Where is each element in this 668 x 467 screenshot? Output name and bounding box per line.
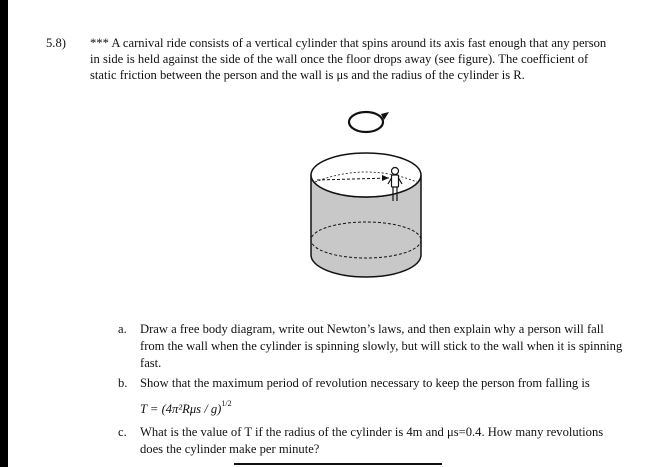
cylinder-top-rim [311, 153, 421, 197]
part-a-text [140, 321, 668, 372]
intro-line-3: static friction between the person and the wall is μs and the radius of the cylinder is R. [90, 68, 525, 82]
part-a-line-1: Draw a free body diagram, write out Newton’s laws, and then explain why a person will fall [140, 322, 604, 336]
problem-statement [90, 35, 662, 83]
part-c-line-2: does the cylinder make per minute? [140, 442, 320, 456]
worksheet-page [8, 0, 668, 467]
part-a-letter: a. [118, 322, 127, 336]
intro-line-1: *** A carnival ride consists of a vertical cylinder that spins around its axis fast enough that any person [90, 36, 607, 50]
bottom-rule [234, 463, 442, 465]
intro-line-2: in side is held against the side of the wall once the floor drops away (see figure). The coefficient of [90, 52, 589, 66]
formula-exponent: 1/2 [221, 399, 232, 408]
problem-number: 5.8) [46, 36, 66, 50]
part-a-line-3: fast. [140, 356, 162, 370]
cylinder-figure [303, 100, 433, 300]
part-b-text [140, 375, 668, 418]
part-b-letter: b. [118, 376, 128, 390]
part-a-line-2: from the wall when the cylinder is spinning slowly, but will stick to the wall when it is spinning [140, 339, 623, 353]
part-c-letter: c. [118, 425, 127, 439]
part-b-line-1: Show that the maximum period of revolution necessary to keep the person from falling is [140, 376, 590, 390]
part-c-text [140, 424, 668, 458]
rotation-arrow-icon [349, 112, 389, 132]
part-b-formula-row [140, 395, 668, 418]
period-formula: T = (4π²Rμs / g) [140, 402, 222, 416]
part-c-line-1: What is the value of T if the radius of the cylinder is 4m and μs=0.4. How many revolutions [140, 425, 604, 439]
